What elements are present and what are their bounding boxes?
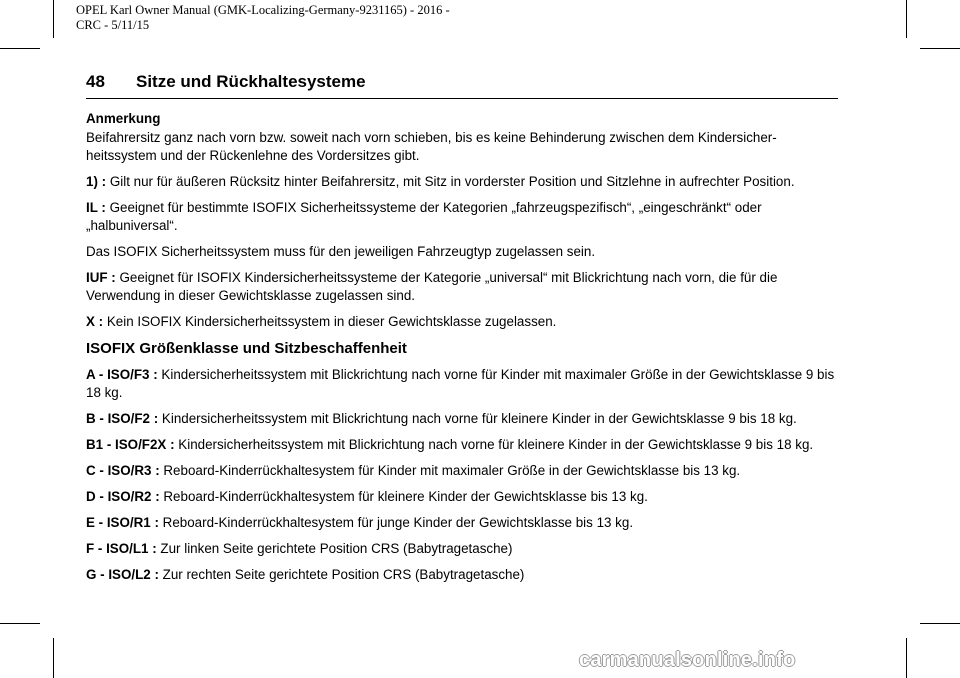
size-class-item — [86, 540, 838, 558]
page-number: 48 — [86, 72, 105, 91]
size-class-text: Zur linken Seite gerichtete Position CRS (Babytragetasche) — [160, 541, 513, 556]
size-class-term: G - ISO/L2 : — [86, 567, 159, 582]
print-metadata-line2: CRC - 5/11/15 — [76, 18, 150, 32]
size-class-text: Kindersicherheitssystem mit Blickrichtung nach vorne für Kinder mit maximaler Größe in der Gewichtsklasse 9 bis 18 kg. — [86, 367, 835, 400]
size-class-text: Reboard-Kinderrückhaltesystem für kleinere Kinder der Gewichtsklasse bis 13 kg. — [163, 489, 648, 504]
footnote-item — [86, 313, 838, 331]
size-class-text: Reboard-Kinderrückhaltesystem für Kinder mit maximaler Größe in der Gewichtsklasse bis 13 kg. — [163, 463, 741, 478]
footnote-item — [86, 199, 838, 235]
size-class-text: Reboard-Kinderrückhaltesystem für junge Kinder der Gewichtsklasse bis 13 kg. — [162, 515, 634, 530]
size-class-text: Kindersicherheitssystem mit Blickrichtung nach vorne für kleinere Kinder in der Gewichtsklasse 9 bis 18 kg. — [178, 437, 814, 452]
header-rule — [86, 98, 838, 99]
crop-mark-top-right-vertical — [906, 0, 907, 38]
size-class-text: Zur rechten Seite gerichtete Position CRS (Babytragetasche) — [162, 567, 525, 582]
size-class-term: C - ISO/R3 : — [86, 463, 160, 478]
size-class-item — [86, 566, 838, 584]
footnote-item — [86, 173, 838, 191]
size-class-item — [86, 366, 838, 402]
crop-mark-top-right-horizontal — [920, 48, 960, 49]
page-content — [86, 110, 838, 592]
footnote-text: Geeignet für bestimmte ISOFIX Sicherheitssysteme der Kategorien „fahrzeugspezifisch“, „eingeschränkt“ oder „halbuniversal“. — [86, 200, 762, 233]
footnote-item — [86, 269, 838, 305]
section-heading: ISOFIX Größenklasse und Sitzbeschaffenheit — [86, 340, 407, 357]
size-class-term: F - ISO/L1 : — [86, 541, 157, 556]
crop-mark-bottom-left-horizontal — [0, 623, 40, 624]
size-class-term: B - ISO/F2 : — [86, 411, 159, 426]
page-header — [86, 72, 366, 92]
footnote-term: 1) : — [86, 174, 107, 189]
watermark: carmanualsonline.info — [579, 649, 796, 671]
footnote-term: X : — [86, 314, 104, 329]
page-title: Sitze und Rückhaltesysteme — [136, 72, 366, 91]
size-class-term: D - ISO/R2 : — [86, 489, 160, 504]
size-class-item — [86, 462, 838, 480]
crop-mark-top-left-horizontal — [0, 48, 40, 49]
size-class-term: A - ISO/F3 : — [86, 367, 158, 382]
note-title: Anmerkung — [86, 111, 161, 126]
size-class-term: B1 - ISO/F2X : — [86, 437, 175, 452]
footnote-term: IUF : — [86, 270, 116, 285]
isofix-note: Das ISOFIX Sicherheitssystem muss für den jeweiligen Fahrzeugtyp zugelassen sein. — [86, 244, 596, 259]
print-metadata-line1: OPEL Karl Owner Manual (GMK-Localizing-Germany-9231165) - 2016 - — [76, 3, 450, 17]
crop-mark-top-left-vertical — [53, 0, 54, 38]
footnote-term: IL : — [86, 200, 106, 215]
note-text: Beifahrersitz ganz nach vorn bzw. soweit nach vorn schieben, bis es keine Behinderung zwischen dem Kindersicherheitssystem und der Rückenlehne des Vordersitzes gibt. — [86, 130, 777, 163]
size-class-item — [86, 488, 838, 506]
size-class-item — [86, 436, 838, 454]
footnote-text: Kein ISOFIX Kindersicherheitssystem in dieser Gewichtsklasse zugelassen. — [106, 314, 557, 329]
crop-mark-bottom-right-vertical — [906, 638, 907, 678]
size-class-text: Kindersicherheitssystem mit Blickrichtung nach vorne für kleinere Kinder in der Gewichtsklasse 9 bis 18 kg. — [161, 411, 797, 426]
crop-mark-bottom-left-vertical — [53, 638, 54, 678]
size-class-item — [86, 410, 838, 428]
footnote-text: Gilt nur für äußeren Rücksitz hinter Beifahrersitz, mit Sitz in vorderster Position und Sitzlehne in aufrechter Position. — [109, 174, 795, 189]
size-class-item — [86, 514, 838, 532]
size-class-term: E - ISO/R1 : — [86, 515, 159, 530]
crop-mark-bottom-right-horizontal — [920, 623, 960, 624]
footnote-text: Geeignet für ISOFIX Kindersicherheitssysteme der Kategorie „universal“ mit Blickrichtung nach vorn, die für die Verwendung in dieser Gewichtsklasse zugelassen sind. — [86, 270, 778, 303]
print-metadata — [76, 3, 450, 33]
